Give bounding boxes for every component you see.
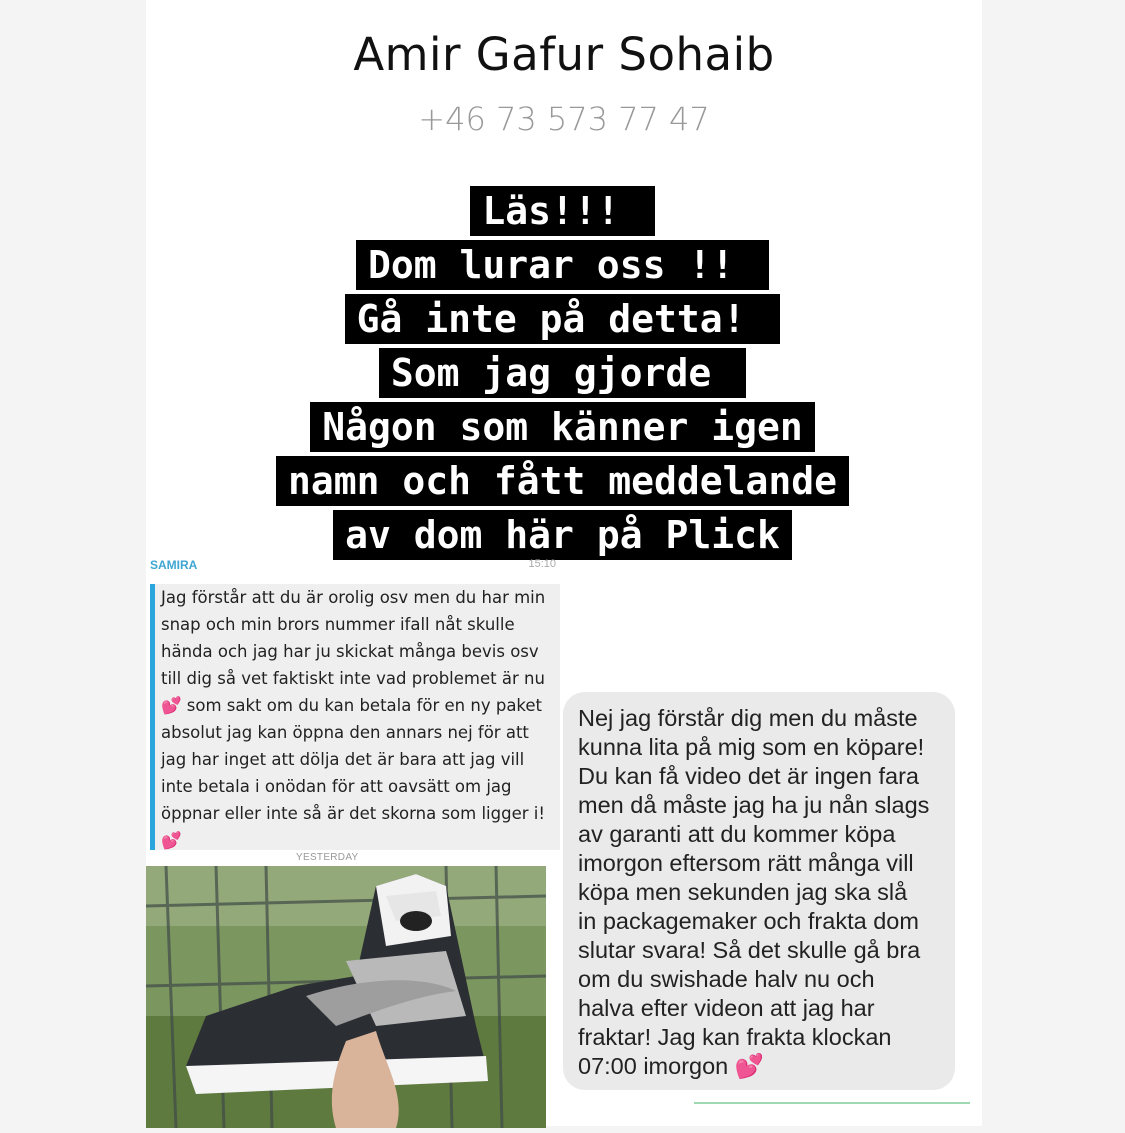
date-divider-label: YESTERDAY [296,852,359,863]
story-line-1: Läs!!! [470,186,654,236]
incoming-message-bubble[interactable] [150,584,560,850]
story-line-7: av dom här på Plick [333,510,792,560]
story-line-3: Gå inte på detta! [345,294,781,344]
left-message-header [150,558,560,578]
story-line-4: Som jag gjorde [379,348,746,398]
story-line-5: Någon som känner igen [310,402,814,452]
sneaker-image [146,866,546,1128]
sneaker-photo[interactable] [146,866,546,1128]
story-text-overlay [0,186,1125,564]
contact-phone[interactable]: +46 73 573 77 47 [418,100,710,138]
incoming-message-text: Jag förstår att du är orolig osv men du har min snap och min brors nummer ifall nåt skulle hända och jag har ju skickat många bevis osv till dig så vet faktiskt inte vad problemet är nu 💕 som sakt om du kan betala för en ny paket absolut jag kan öppna den annars nej för att jag har inget att dölja det är bara att jag vill inte betala i onödan för att oavsätt om jag öppnar eller inte så är det skorna som ligger i! 💕 [161,588,546,850]
story-line-6: namn och fått meddelande [276,456,849,506]
outgoing-message-bubble[interactable] [563,692,955,1090]
outgoing-message-text: Nej jag förstår dig men du måste kunna lita på mig som en köpare! Du kan få video det är ingen fara men då måste jag ha ju nån slags av garanti att du kommer köpa imorgon eftersom rätt många vill köpa men sekunden jag ska slå in packagemaker och frakta dom slutar svara! Så det skulle gå bra om du swishade halv nu och halva efter videon att jag har fraktar! Jag kan frakta klockan 07:00 imorgon 💕 [578,705,930,1079]
green-underline [694,1102,970,1104]
story-line-2: Dom lurar oss !! [356,240,769,290]
contact-name: Amir Gafur Sohaib [353,28,775,81]
sender-name: SAMIRA [150,558,198,572]
message-time: 15:10 [528,558,556,570]
